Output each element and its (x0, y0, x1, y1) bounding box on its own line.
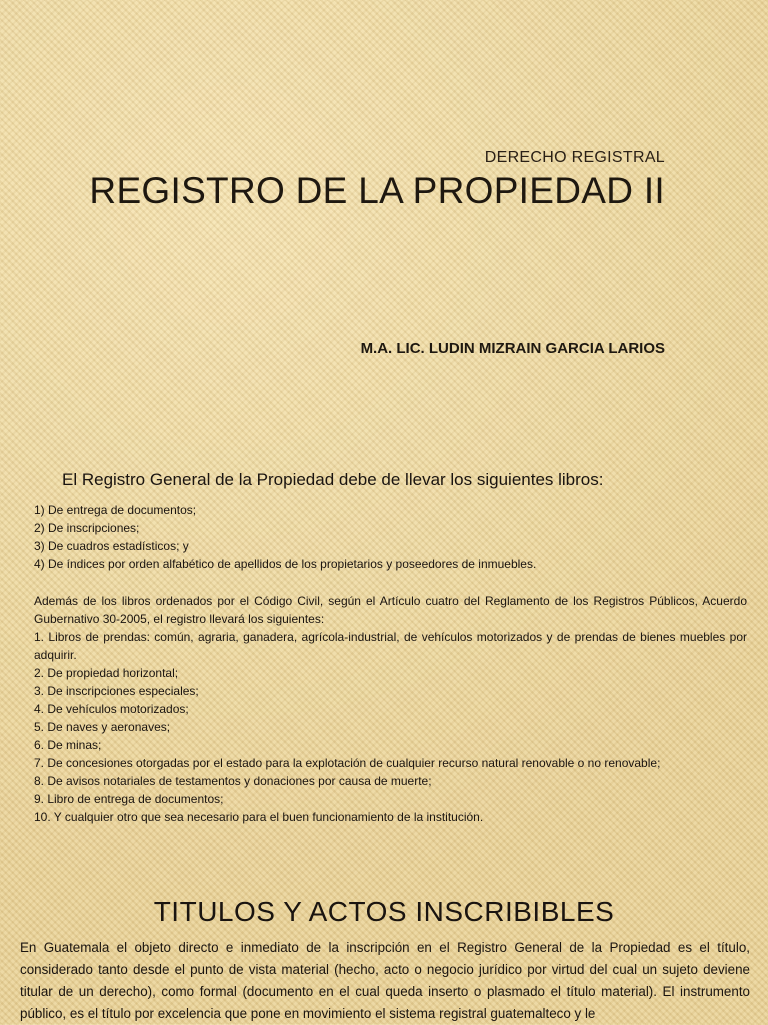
intro-paragraph: Además de los libros ordenados por el Código Civil, según el Artículo cuatro del Reglamento de los Registros Públicos, Acuerdo Gubernativo 30-2005, el registro llevará los siguientes: (34, 594, 747, 626)
section-title: TITULOS Y ACTOS INSCRIBIBLES (153, 896, 615, 927)
list-item: 7. De concesiones otorgadas por el estado para la explotación de cualquier recurso natural renovable o no renovable; (34, 756, 661, 770)
list-item: 3) De cuadros estadísticos; y (34, 539, 189, 553)
subject-kicker: DERECHO REGISTRAL (484, 149, 665, 166)
title-slide (0, 0, 768, 430)
books-list (34, 501, 536, 573)
list-item: 6. De minas; (34, 738, 102, 752)
list-item: 3. De inscripciones especiales; (34, 684, 199, 698)
additional-books-list (34, 628, 747, 826)
list-item: 2) De inscripciones; (34, 521, 140, 535)
list-item: 4) De índices por orden alfabético de apellidos de los propietarios y poseedores de inmuebles. (34, 557, 537, 571)
books-heading: El Registro General de la Propiedad debe de llevar los siguientes libros: (62, 470, 604, 489)
slide-title: REGISTRO DE LA PROPIEDAD II (89, 170, 665, 211)
list-item: 10. Y cualquier otro que sea necesario para el buen funcionamiento de la institución. (34, 810, 484, 824)
list-item: 5. De naves y aeronaves; (34, 720, 171, 734)
body-paragraph: En Guatemala el objeto directo e inmediato de la inscripción en el Registro General de la Propiedad es el título, considerado tanto desde el punto de vista material (hecho, acto o negocio jurídico por virtud del cual un sujeto deviene titular de un derecho), como formal (documento en el cual queda inserto o plasmado el título material). El instrumento público, es el título por excelencia que pone en movimiento el sistema registral guatemalteco y le (20, 940, 750, 1021)
list-item: 1. Libros de prendas: común, agraria, ganadera, agrícola-industrial, de vehículos motorizados y de prendas de bienes muebles por adquirir. (34, 630, 747, 662)
list-item: 2. De propiedad horizontal; (34, 666, 179, 680)
list-item: 1) De entrega de documentos; (34, 503, 197, 517)
list-item: 8. De avisos notariales de testamentos y donaciones por causa de muerte; (34, 774, 432, 788)
titles-slide (0, 880, 768, 1024)
books-slide (0, 430, 768, 870)
author-name: M.A. LIC. LUDIN MIZRAIN GARCIA LARIOS (360, 340, 665, 357)
list-item: 9. Libro de entrega de documentos; (34, 792, 224, 806)
list-item: 4. De vehículos motorizados; (34, 702, 189, 716)
